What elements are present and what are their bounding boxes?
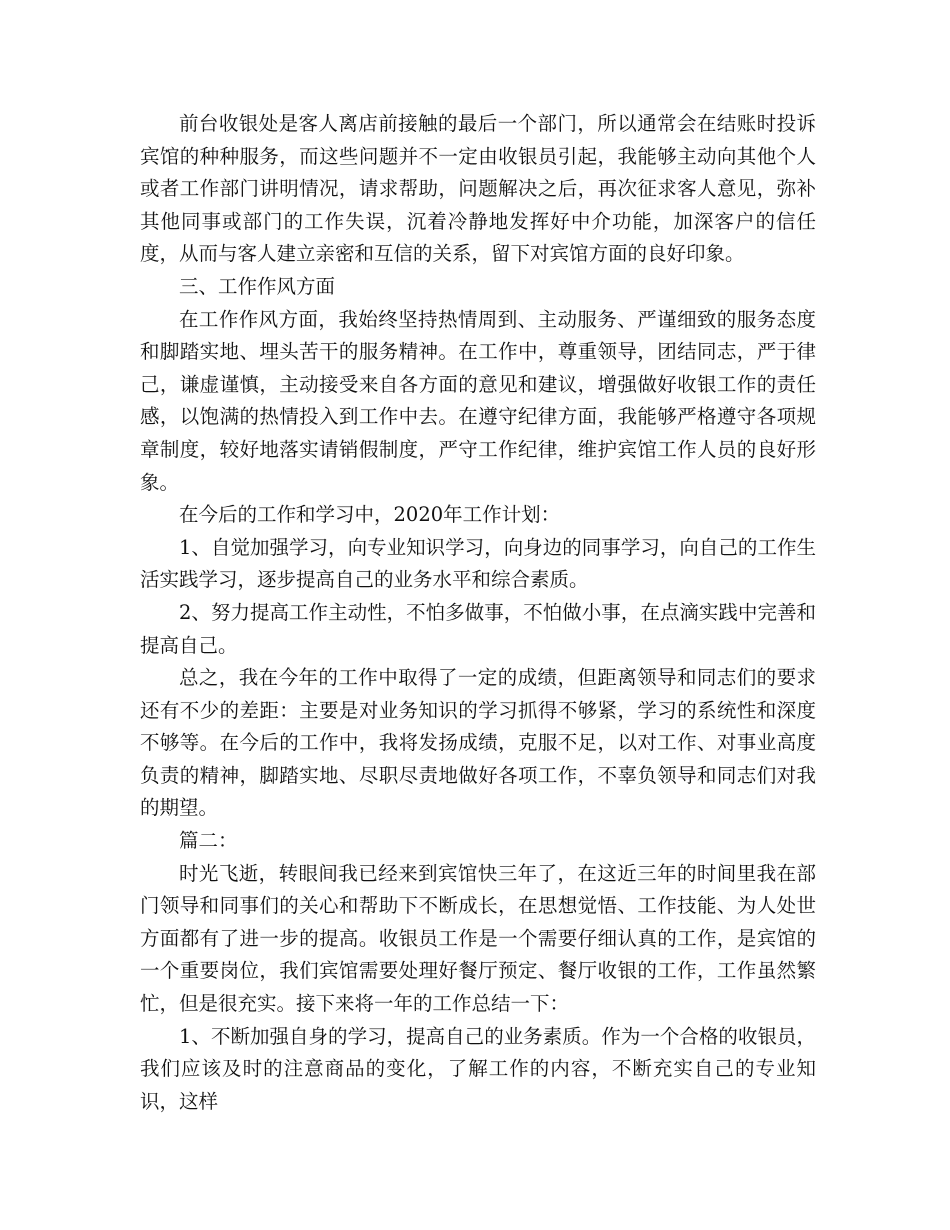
document-body (140, 108, 816, 1118)
paragraph-plan-intro: 在今后的工作和学习中，2020年工作计划： (179, 503, 561, 527)
section-heading-part-two: 篇二： (179, 829, 238, 853)
paragraph-part-two-intro: 时光飞逝，转眼间我已经来到宾馆快三年了，在这近三年的时间里我在部门领导和同事们的关心和帮助下不断成长，在思想觉悟、工作技能、为人处世方面都有了进一步的提高。收银员工作是一个需要仔细认真的工作，是宾馆的一个重要岗位，我们宾馆需要处理好餐厅预定、餐厅收银的工作，工作虽然繁忙，但是很充实。接下来将一年的工作总结一下： (140, 861, 816, 1016)
paragraph-work-style: 在工作作风方面，我始终坚持热情周到、主动服务、严谨细致的服务态度和脚踏实地、埋头苦干的服务精神。在工作中，尊重领导，团结同志，严于律己，谦虚谨慎，主动接受来自各方面的意见和建议，增强做好收银工作的责任感，以饱满的热情投入到工作中去。在遵守纪律方面，我能够严格遵守各项规章制度，较好地落实请销假制度，严守工作纪律，维护宾馆工作人员的良好形象。 (140, 307, 816, 494)
section-heading-work-style: 三、工作作风方面 (179, 274, 336, 298)
paragraph-summary: 总之，我在今年的工作中取得了一定的成绩，但距离领导和同志们的要求还有不少的差距：主要是对业务知识的学习抓得不够紧，学习的系统性和深度不够等。在今后的工作中，我将发扬成绩，克服不足，以对工作、对事业高度负责的精神，脚踏实地、尽职尽责地做好各项工作，不辜负领导和同志们对我的期望。 (140, 666, 816, 820)
paragraph-front-desk-complaints: 前台收银处是客人离店前接触的最后一个部门，所以通常会在结账时投诉宾馆的种种服务，而这些问题并不一定由收银员引起，我能够主动向其他个人或者工作部门讲明情况，请求帮助，问题解决之后，再次征求客人意见，弥补其他同事或部门的工作失误，沉着冷静地发挥好中介功能，加深客户的信任度，从而与客人建立亲密和互信的关系，留下对宾馆方面的良好印象。 (140, 112, 816, 266)
list-item-plan-2: 2、努力提高工作主动性，不怕多做事，不怕做小事，在点滴实践中完善和提高自己。 (140, 600, 816, 657)
list-item-plan-1: 1、自觉加强学习，向专业知识学习，向身边的同事学习，向自己的工作生活实践学习，逐步提高自己的业务水平和综合素质。 (140, 535, 816, 592)
list-item-part-two-1: 1、不断加强自身的学习，提高自己的业务素质。作为一个合格的收银员，我们应该及时的注意商品的变化，了解工作的内容，不断充实自己的专业知识，这样 (140, 1024, 816, 1113)
